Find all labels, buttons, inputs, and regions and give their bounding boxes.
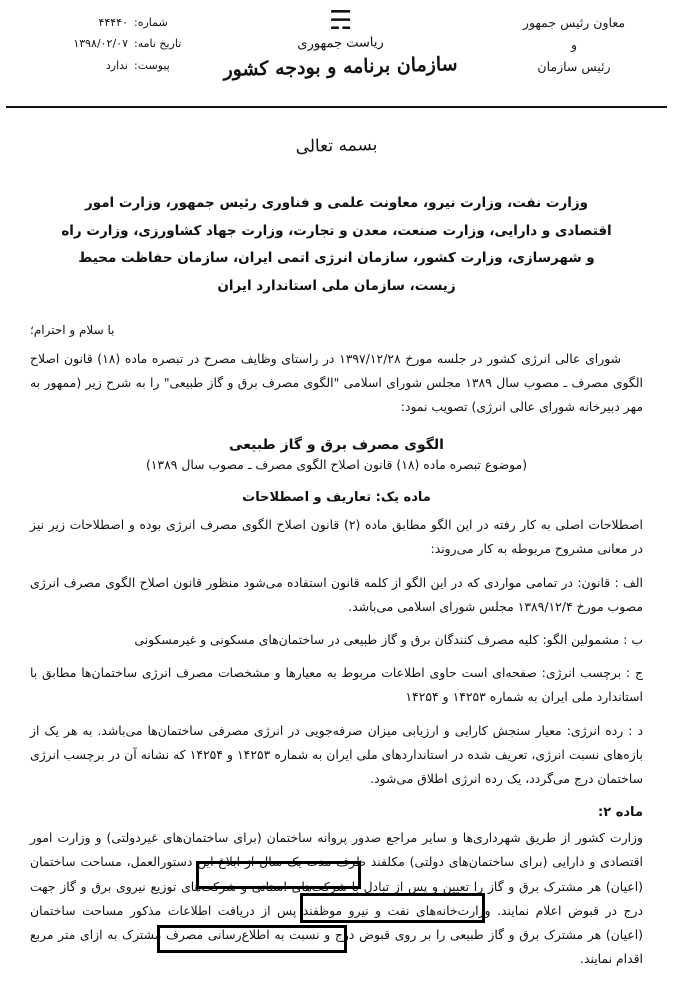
article-2-heading: ماده ۲:	[598, 805, 643, 821]
letter-meta-block	[14, 8, 192, 76]
meta-label-number: شماره:	[134, 16, 168, 29]
meta-value-date: ۱۳۹۸/۰۲/۰۷	[73, 37, 128, 51]
basmala-text: بسمه تعالی	[295, 134, 378, 158]
article-2-highlight-2: (برای ساختمان‌های دولتی)	[409, 854, 548, 870]
recipient-title-line-1: معاون رئیس جمهور	[522, 15, 626, 30]
document-subtitle: (موضوع تبصره ماده (۱۸) قانون اصلاح الگوی مصرف ـ مصوب سال ۱۳۸۹)	[145, 457, 528, 473]
organization-line-2: سازمان برنامه و بودجه کشور	[223, 53, 458, 81]
meta-value-attachment: ندارد	[105, 58, 128, 72]
meta-row-date	[14, 33, 192, 54]
iran-emblem-icon: ☴	[328, 6, 353, 36]
article-2-part-3: مکلفند ظرف مدت یک سال از ابلاغ این دستورالعمل، مساحت ساختمان (اعیان) هر مشترک برق و گاز را تعیین و پس از تبادل با شرکت‌های استانی و شرکت‌های توزیع نیروی برق و گاز	[30, 854, 643, 894]
meta-label-attachment: پیوست:	[134, 58, 170, 72]
letterhead	[0, 0, 673, 104]
clause-jim: ج : برچسب انرژی: صفحه‌ای است حاوی اطلاعات مربوط به معیارها و مشخصات مصرف انرژی ساختمان‌ها مطابق با استاندارد ملی ایران به شماره ۱۴۲۵۳ و ۱۴۲۵۴	[30, 665, 643, 705]
document-body	[0, 136, 673, 971]
meta-label-date: تاریخ نامه:	[134, 37, 182, 51]
header-divider	[6, 106, 667, 108]
article-1-intro: اصطلاحات اصلی به کار رفته در این الگو مطابق ماده (۲) قانون اصلاح الگوی مصرف انرژی بوده و اصطلاحات زیر نیز در معانی مشروح مربوطه به کار می‌روند:	[30, 517, 643, 557]
meta-row-number	[14, 12, 192, 33]
article-2-part-2: و وزارت امور اقتصادی و دارایی	[30, 830, 643, 870]
article-2-highlight-1: (برای ساختمان‌های غیردولتی)	[106, 830, 262, 846]
clause-alef: الف : قانون: در تمامی مواردی که در این الگو از کلمه قانون استفاده می‌شود منظور قانون اصلاح الگوی مصرف انرژی مصوب مورخ ۱۳۸۹/۱۲/۴ مجلس شورای اسلامی می‌باشد.	[30, 574, 643, 614]
meta-row-attachment	[14, 55, 192, 76]
article-2-highlight-3: جهت درج در قبوض اعلام نمایند.	[30, 878, 643, 918]
organization-line-1: ریاست جمهوری	[297, 35, 384, 52]
intro-paragraph	[30, 347, 643, 420]
recipient-title-line-3: رئیس سازمان	[537, 58, 611, 74]
document-title: الگوی مصرف برق و گاز طبیعی	[229, 437, 444, 454]
article-2-part-1: وزارت کشور از طریق شهرداری‌ها و سایر مراجع صدور پروانه ساختمان	[261, 830, 643, 846]
intro-text: شورای عالی انرژی کشور در جلسه مورخ ۱۳۹۷/۱۲/۲۸ در راستای وظایف مصرح در تبصره ماده (۱۸) قانون اصلاح الگوی مصرف ـ مصوب سال ۱۳۸۹ مجلس شورای اسلامی "الگوی مصرف برق و گاز طبیعی" را به شرح زیر (ممهور به مهر دبیرخانه شورای عالی انرژی) تصویب نمود:	[30, 350, 643, 415]
article-2-part-4: وزارت‌خانه‌های نفت و نیرو موظفند پس از دریافت اطلاعات مذکور مساحت ساختمان (اعیان) هر مشترک برق و گاز طبیعی را بر روی قبوض درج و نسبت به اطلاع‌رسانی مصرف مشترک به ازای متر مربع اقدام نمایند.	[30, 902, 643, 967]
recipient-title-line-2: و	[570, 36, 578, 52]
letterhead-recipient-title	[489, 8, 659, 78]
article-2-paragraph	[30, 826, 643, 971]
addressee-list: وزارت نفت، وزارت نیرو، معاونت علمی و فناوری رئیس جمهور، وزارت امور اقتصادی و دارایی، وزارت صنعت، معدن و تجارت، وزارت جهاد کشاورزی، وزارت راه و شهرسازی، وزارت کشور، سازمان انرژی اتمی ایران، سازمان حفاظت محیط زیست، سازمان ملی استاندارد ایران	[61, 195, 612, 295]
clause-be: ب : مشمولین الگو: کلیه مصرف کنندگان برق و گاز طبیعی در ساختمان‌های مسکونی و غیرمسکونی	[134, 632, 643, 647]
greeting-text: با سلام و احترام؛	[30, 322, 115, 337]
article-1-heading: ماده یک: تعاریف و اصطلاحات	[242, 490, 431, 506]
meta-value-number: ۴۴۴۴۰	[98, 16, 128, 29]
clause-dal: د : رده انرژی: معیار سنجش کارایی و ارزیابی میزان صرفه‌جویی در انرژی مصرفی ساختمان‌ها می‌باشد. به هر یک از بازه‌های نسبت انرژی، تعریف شده در استانداردهای ملی ایران به شماره ۱۴۲۵۳ و ۱۴۲۵۴ که نشانه آن در برچسب انرژی ساختمان درج می‌گردد، یک رده انرژی اطلاق می‌شود.	[30, 722, 643, 786]
letterhead-center	[192, 6, 489, 81]
